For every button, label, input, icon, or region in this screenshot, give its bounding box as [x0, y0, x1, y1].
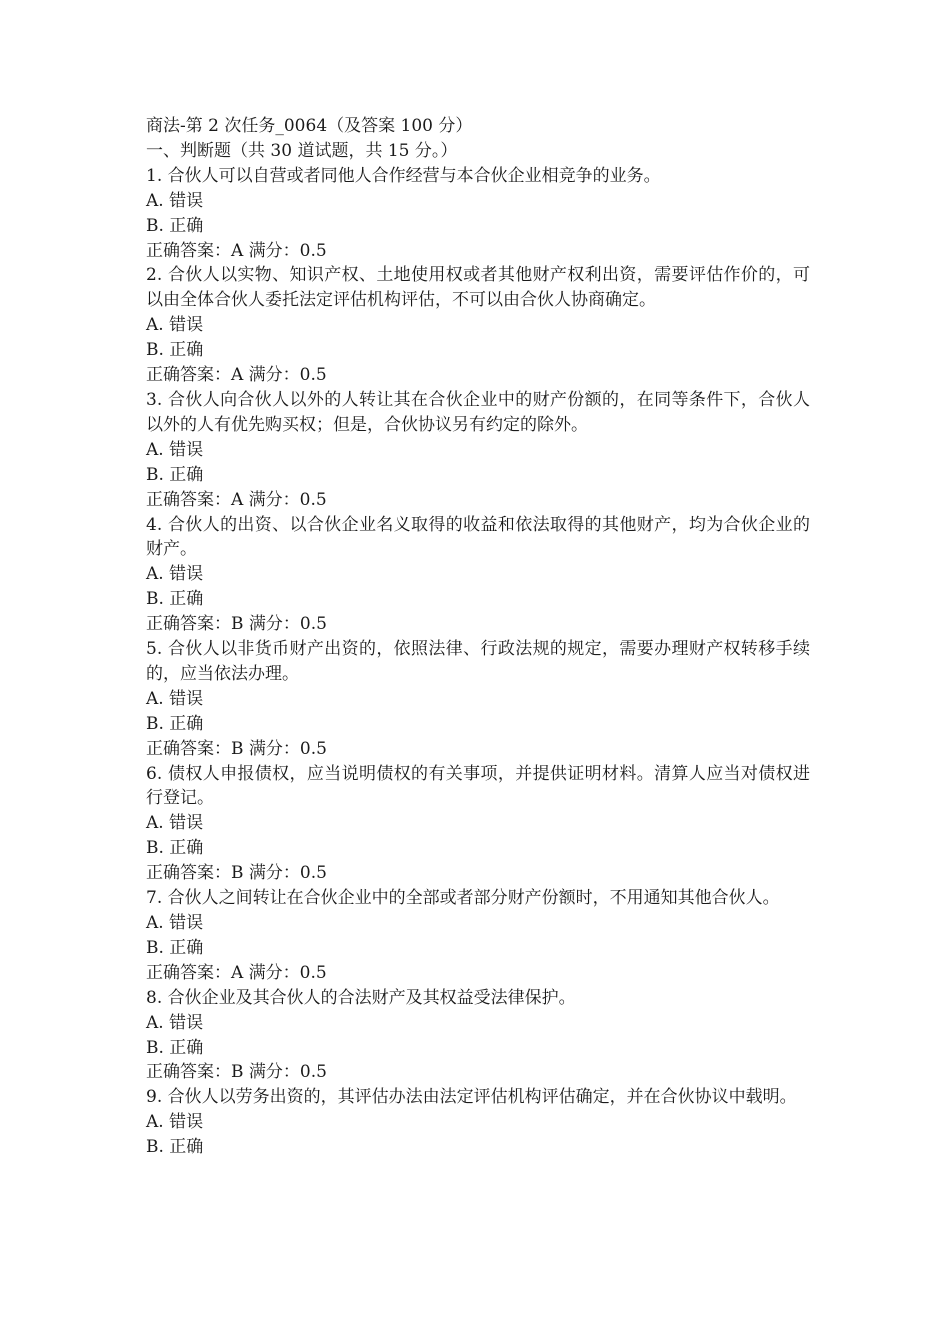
option-a: A. 错误 — [146, 913, 204, 933]
correct-answer: 正确答案：B 满分：0.5 — [146, 863, 327, 884]
correct-answer: 正确答案：B 满分：0.5 — [146, 738, 327, 759]
option-b: B. 正确 — [146, 937, 204, 958]
document-title: 商法-第 2 次任务_0064（及答案 100 分） — [146, 116, 473, 136]
question-9 — [146, 1085, 810, 1160]
option-b: B. 正确 — [146, 1037, 204, 1058]
option-b: B. 正确 — [146, 340, 204, 361]
option-a: A. 错误 — [146, 688, 204, 709]
option-b: B. 正确 — [146, 838, 204, 859]
option-b: B. 正确 — [146, 1137, 204, 1158]
question-6 — [146, 762, 810, 887]
option-a: A. 错误 — [146, 315, 204, 336]
question-text: 6. 债权人申报债权，应当说明债权的有关事项，并提供证明材料。清算人应当对债权进行登记。 — [146, 763, 810, 809]
correct-answer: 正确答案：B 满分：0.5 — [146, 614, 327, 635]
section-header: 一、判断题（共 30 道试题，共 15 分。） — [146, 140, 458, 161]
question-text: 4. 合伙人的出资、以合伙企业名义取得的收益和依法取得的其他财产，均为合伙企业的财产。 — [146, 514, 810, 560]
correct-answer: 正确答案：A 满分：0.5 — [146, 962, 327, 983]
option-b: B. 正确 — [146, 215, 204, 236]
option-a: A. 错误 — [146, 190, 204, 211]
question-text: 7. 合伙人之间转让在合伙企业中的全部或者部分财产份额时，不用通知其他合伙人。 — [146, 888, 780, 909]
question-text: 5. 合伙人以非货币财产出资的，依照法律、行政法规的规定，需要办理财产权转移手续的，应当依法办理。 — [146, 639, 810, 684]
correct-answer: 正确答案：B 满分：0.5 — [146, 1062, 327, 1083]
option-b: B. 正确 — [146, 589, 204, 610]
option-b: B. 正确 — [146, 464, 204, 485]
document-page — [146, 114, 810, 1160]
question-5 — [146, 637, 810, 762]
question-text: 8. 合伙企业及其合伙人的合法财产及其权益受法律保护。 — [146, 987, 576, 1008]
option-b: B. 正确 — [146, 713, 204, 734]
option-a: A. 错误 — [146, 1112, 204, 1133]
question-3 — [146, 388, 810, 513]
correct-answer: 正确答案：A 满分：0.5 — [146, 489, 327, 510]
option-a: A. 错误 — [146, 1012, 204, 1033]
question-text: 9. 合伙人以劳务出资的，其评估办法由法定评估机构评估确定，并在合伙协议中载明。 — [146, 1087, 797, 1108]
question-2 — [146, 263, 810, 388]
correct-answer: 正确答案：A 满分：0.5 — [146, 240, 327, 261]
question-8 — [146, 986, 810, 1086]
correct-answer: 正确答案：A 满分：0.5 — [146, 365, 327, 386]
question-1 — [146, 164, 810, 264]
question-text: 2. 合伙人以实物、知识产权、土地使用权或者其他财产权利出资，需要评估作价的，可以由全体合伙人委托法定评估机构评估，不可以由合伙人协商确定。 — [146, 265, 810, 311]
question-text: 1. 合伙人可以自营或者同他人合作经营与本合伙企业相竞争的业务。 — [146, 165, 661, 186]
option-a: A. 错误 — [146, 439, 204, 460]
option-a: A. 错误 — [146, 564, 204, 585]
question-4 — [146, 513, 810, 638]
question-text: 3. 合伙人向合伙人以外的人转让其在合伙企业中的财产份额的，在同等条件下，合伙人以外的人有优先购买权；但是，合伙协议另有约定的除外。 — [146, 389, 810, 435]
question-7 — [146, 886, 810, 986]
option-a: A. 错误 — [146, 813, 204, 834]
